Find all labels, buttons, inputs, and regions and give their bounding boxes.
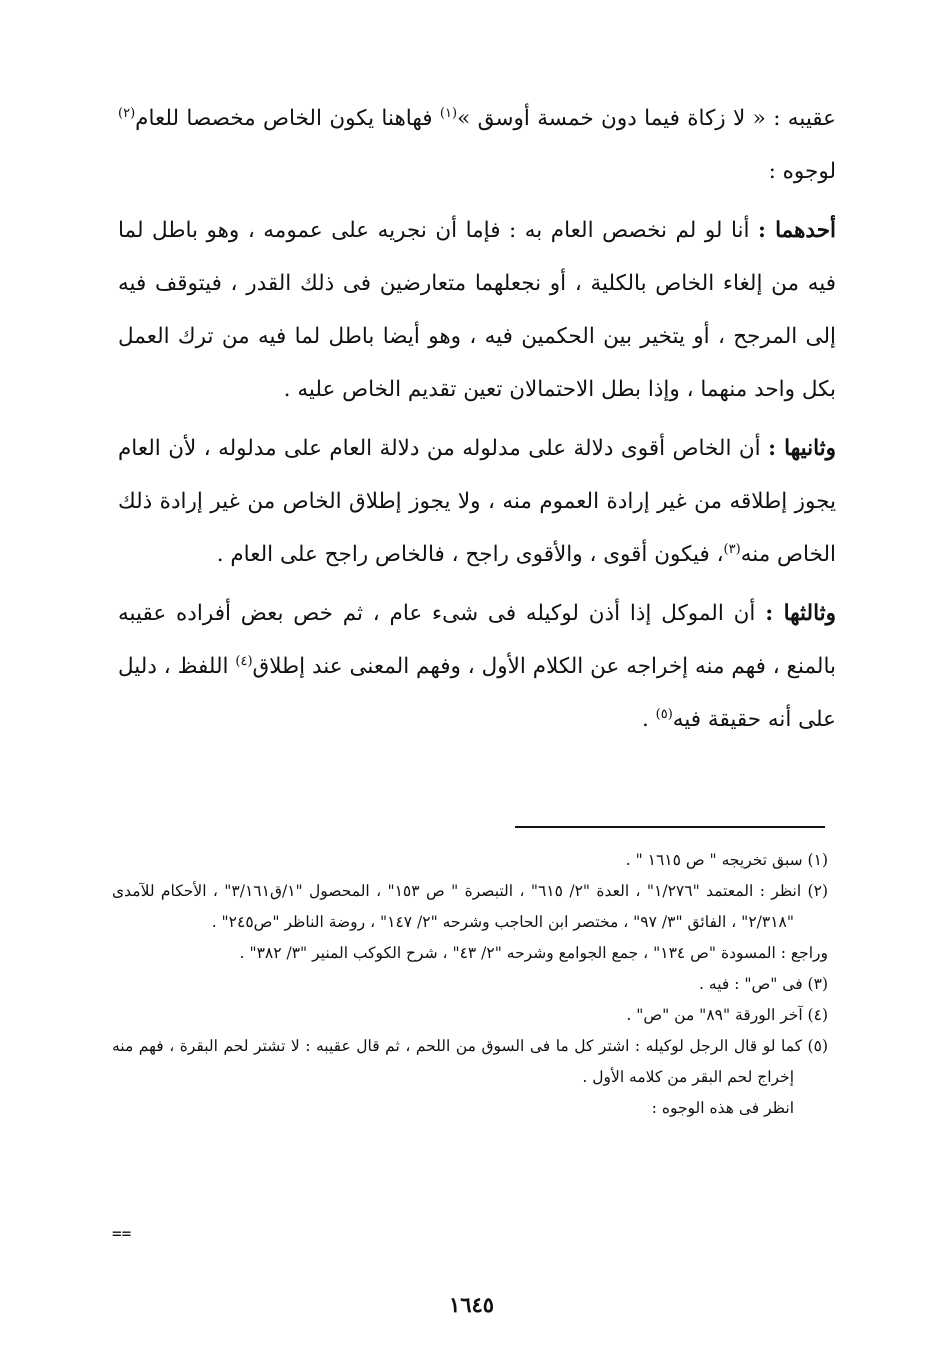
footnote-separator <box>515 826 825 828</box>
footnote-ref-2: (٢) <box>118 105 136 121</box>
paragraph-intro <box>118 92 836 198</box>
footnotes <box>112 845 828 1124</box>
footnote-2-continued: وراجع : المسودة "ص ١٣٤" ، جمع الجوامع وشرحه "٢/ ٤٣" ، شرح الكوكب المنير "٣/ ٣٨٢" . <box>239 944 828 962</box>
second-reason-text-2: ، فيكون أقوى ، والأقوى راجح ، فالخاص راجح على العام . <box>216 542 724 567</box>
first-reason-text: أنا لو لم نخصص العام به : فإما أن نجريه على عمومه ، وهو باطل لما فيه من إلغاء الخاص بالكلية ، أو نجعلهما متعارضين فى ذلك القدر ، فيتوقف فيه إلى المرجح ، أو يتخير بين الحكمين فيه ، وهو أيضا باطل لما فيه من ترك العمل بكل واحد منهما ، وإذا بطل الاحتمالان تعين تقديم الخاص عليه . <box>118 218 836 402</box>
footnote-3: (٣) فى "ص" : فيه . <box>699 975 828 993</box>
footnote-5-continued: انظر فى هذه الوجوه : <box>651 1099 794 1117</box>
intro-text-2: فهاهنا يكون الخاص مخصصا للعام <box>135 106 440 131</box>
paragraph-third-reason <box>118 587 836 746</box>
main-text <box>118 92 836 752</box>
intro-text: عقيبه : « لا زكاة فيما دون خمسة أوسق » <box>457 106 837 131</box>
second-reason-heading: وثانيها : <box>768 436 836 461</box>
third-reason-text: أن الموكل إذا أذن لوكيله فى شىء عام ، ثم خص بعض أفراده عقيبه بالمنع ، فهم منه إخراجه عن الكلام الأول ، وفهم المعنى عند إطلاق <box>118 601 837 679</box>
paragraph-second-reason <box>118 422 836 581</box>
continuation-marker: == <box>112 1224 132 1243</box>
first-reason-heading: أحدهما : <box>758 218 836 243</box>
footnote-ref-3: (٣) <box>723 541 741 557</box>
footnote-ref-4: (٤) <box>235 653 253 669</box>
footnote-5: (٥) كما لو قال الرجل لوكيله : اشتر كل ما فى السوق من اللحم ، ثم قال عقيبه : لا تشتر لحم البقرة ، فهم منه إخراج لحم البقر من كلامه الأول . <box>112 1037 828 1086</box>
third-reason-heading: وثالثها : <box>765 601 837 626</box>
third-reason-text-3: . <box>641 707 656 732</box>
second-reason-text: أن الخاص أقوى دلالة على مدلوله من دلالة العام على مدلوله ، لأن العام يجوز إطلاقه من غير إرادة العموم منه ، ولا يجوز إطلاق الخاص من غير إرادة ذلك الخاص منه <box>118 436 836 567</box>
paragraph-first-reason <box>118 204 836 416</box>
footnote-4: (٤) آخر الورقة "٨٩" من "ص" . <box>626 1006 828 1024</box>
footnote-2: (٢) انظر : المعتمد "١/٢٧٦" ، العدة "٢/ ٦١٥" ، التبصرة " ص ١٥٣" ، المحصول "١/ق٣/١٦١" ، الأحكام للآمدى "٢/٣١٨" ، الفائق "٣/ ٩٧" ، مختصر ابن الحاجب وشرحه "٢/ ١٤٧" ، روضة الناظر "ص٢٤٥" . <box>112 882 828 931</box>
intro-text-3: لوجوه : <box>768 159 836 184</box>
third-reason-text-2: اللفظ ، دليل على أنه حقيقة فيه <box>118 654 836 732</box>
footnote-1: (١) سبق تخريجه " ص ١٦١٥ " . <box>625 851 828 869</box>
footnote-ref-1: (١) <box>439 105 458 121</box>
footnote-ref-5: (٥) <box>655 706 673 722</box>
page-number: ١٦٤٥ <box>448 1292 495 1317</box>
